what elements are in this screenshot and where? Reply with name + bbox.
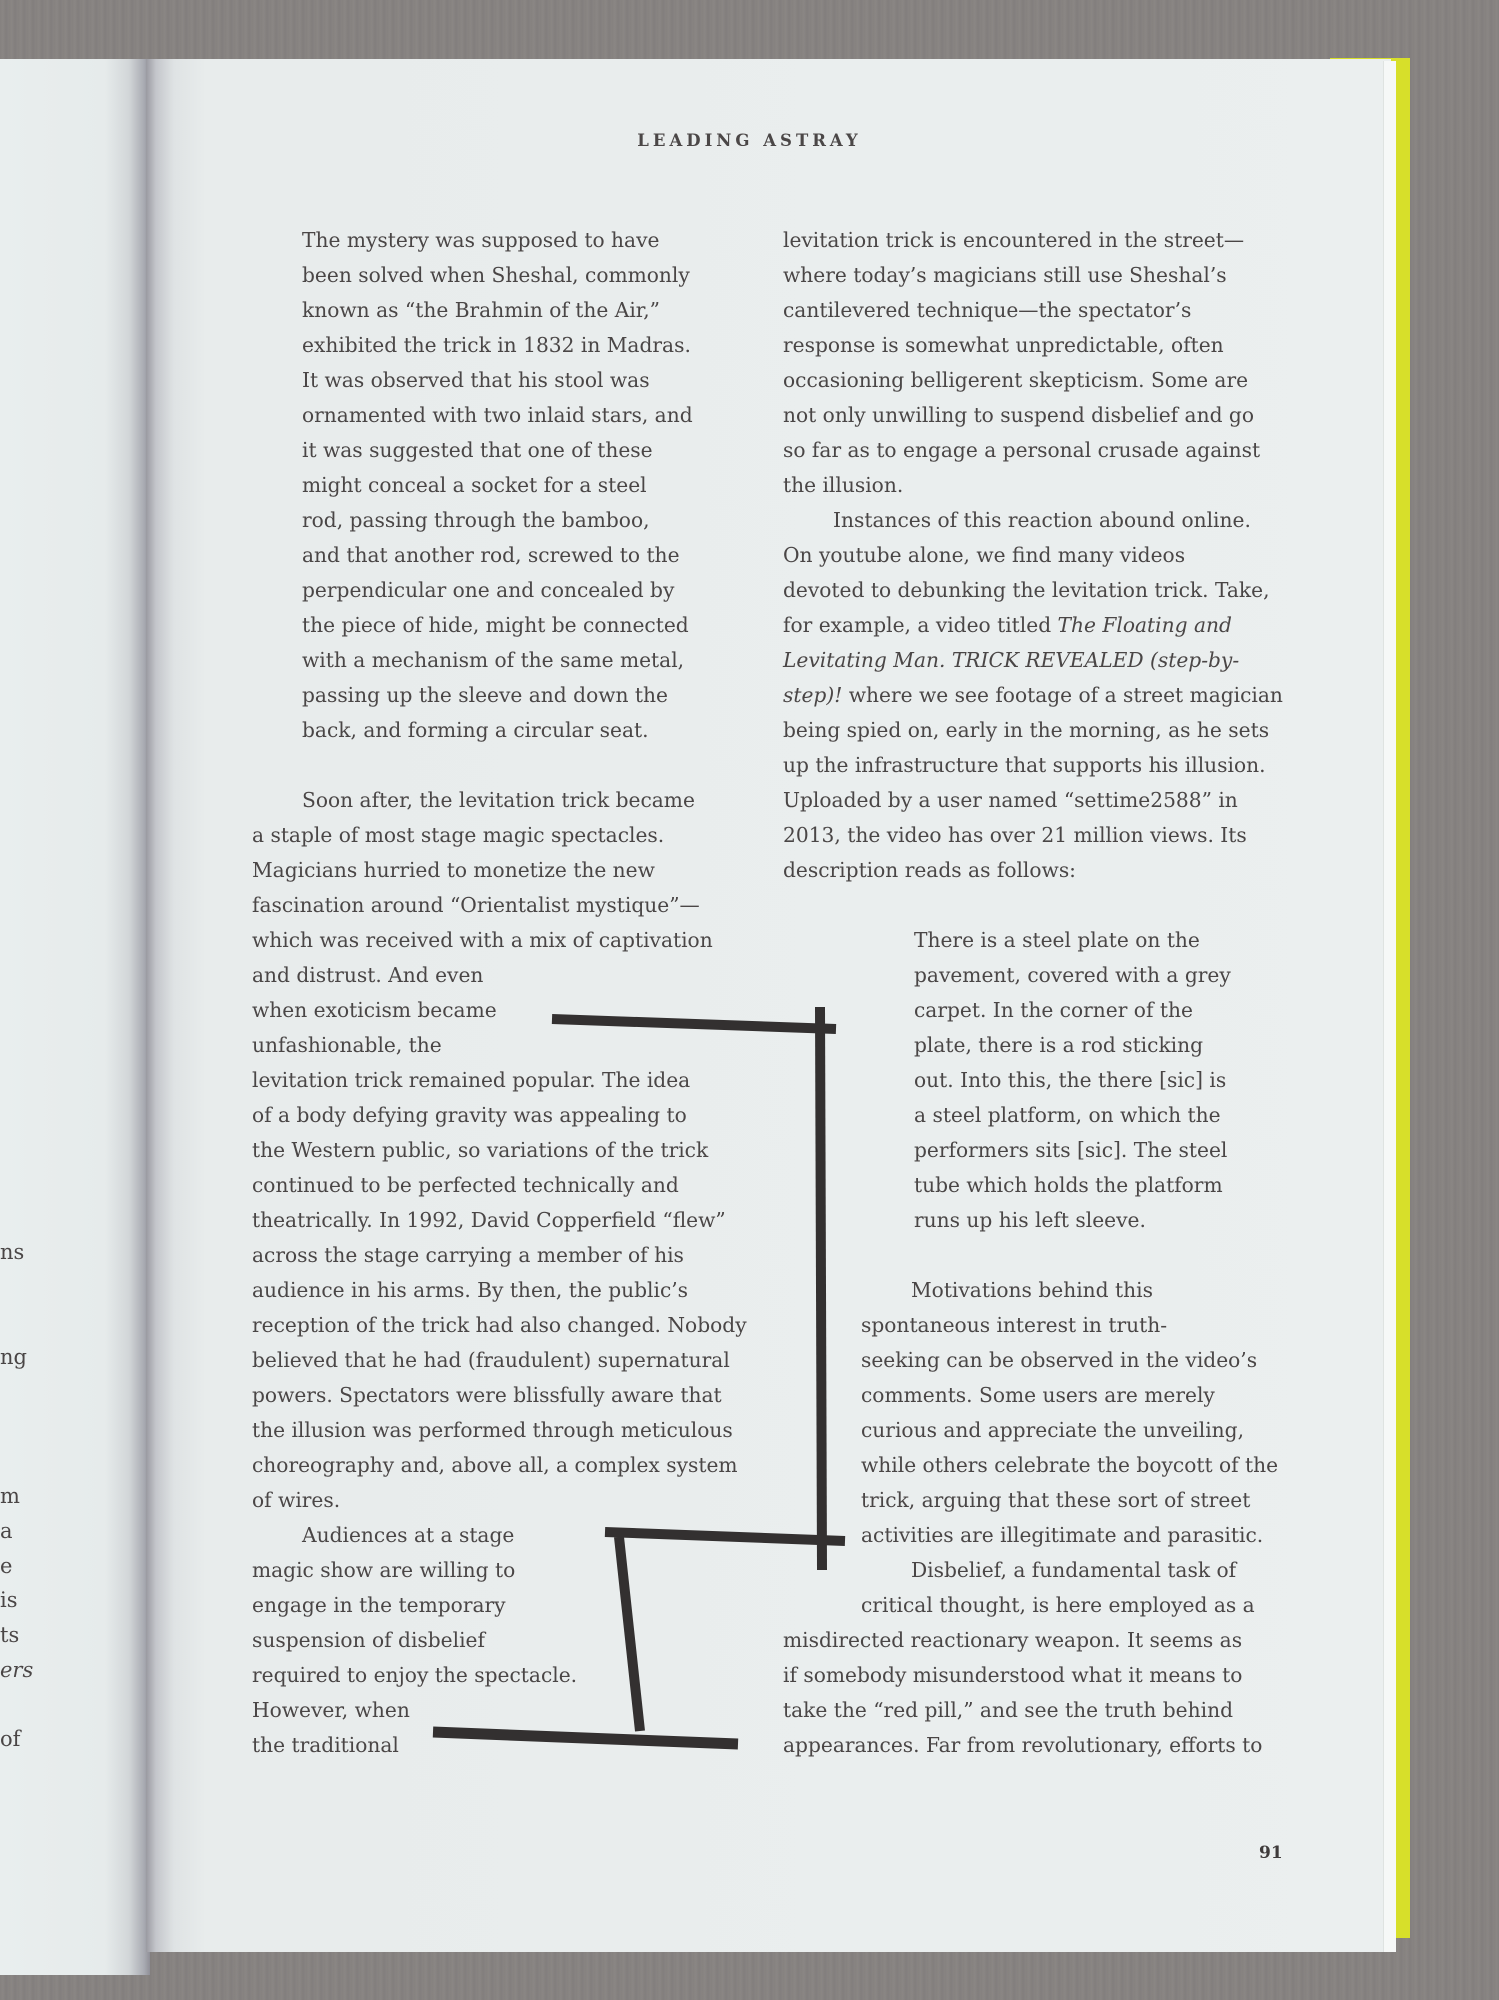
text-line: a staple of most stage magic spectacles. xyxy=(252,823,665,847)
text-line: audience in his arms. By then, the public’s xyxy=(252,1278,689,1302)
left-page-fragment: ns xyxy=(0,1240,25,1264)
bar-segment xyxy=(433,1732,738,1744)
text-line: take the “red pill,” and see the truth behind xyxy=(783,1698,1233,1722)
text-line: across the stage carrying a member of his xyxy=(252,1243,684,1267)
text-line: unfashionable, the xyxy=(252,1033,442,1057)
text-line: of a body defying gravity was appealing to xyxy=(252,1103,687,1127)
bar-segment xyxy=(619,1537,640,1731)
bar-segment xyxy=(605,1532,845,1541)
text-line: rod, passing through the bamboo, xyxy=(302,508,650,532)
text-line: of wires. xyxy=(252,1488,341,1512)
text-line: Disbelief, a fundamental task of xyxy=(911,1558,1237,1582)
quote-line: There is a steel plate on the xyxy=(914,928,1200,952)
text-line: curious and appreciate the unveiling, xyxy=(861,1418,1245,1442)
text-line: ornamented with two inlaid stars, and xyxy=(302,403,693,427)
text-line: it was suggested that one of these xyxy=(302,438,653,462)
text-line: Audiences at a stage xyxy=(302,1523,515,1547)
text-line: Magicians hurried to monetize the new xyxy=(252,858,655,882)
text-line: levitation trick remained popular. The idea xyxy=(252,1068,691,1092)
text-line: if somebody misunderstood what it means to xyxy=(783,1663,1243,1687)
text-line: the Western public, so variations of the trick xyxy=(252,1138,709,1162)
text-line: exhibited the trick in 1832 in Madras. xyxy=(302,333,691,357)
text-line: up the infrastructure that supports his illusion. xyxy=(783,753,1266,777)
text-line: not only unwilling to suspend disbelief and go xyxy=(783,403,1254,427)
text-span: for example, a video titled xyxy=(783,613,1058,637)
text-line: Soon after, the levitation trick became xyxy=(302,788,695,812)
left-page-fragment: e xyxy=(0,1554,13,1578)
text-line: so far as to engage a personal crusade against xyxy=(783,438,1261,462)
text-line: Uploaded by a user named “settime2588” in xyxy=(783,788,1238,812)
text-line: magic show are willing to xyxy=(252,1558,516,1582)
text-line: critical thought, is here employed as a xyxy=(861,1593,1255,1617)
text-line: trick, arguing that these sort of street xyxy=(861,1488,1251,1512)
running-head: LEADING ASTRAY xyxy=(637,131,862,150)
text-line: devoted to debunking the levitation trick. Take, xyxy=(783,578,1270,602)
text-line: been solved when Sheshal, commonly xyxy=(302,263,690,287)
text-line: spontaneous interest in truth- xyxy=(861,1313,1168,1337)
quote-line: a steel platform, on which the xyxy=(914,1103,1221,1127)
text-line: reception of the trick had also changed. Nobody xyxy=(252,1313,747,1337)
text-line: It was observed that his stool was xyxy=(302,368,650,392)
text-line: perpendicular one and concealed by xyxy=(302,578,675,602)
left-page-fragment: ers xyxy=(0,1658,34,1682)
text-line: comments. Some users are merely xyxy=(861,1383,1215,1407)
text-line: required to enjoy the spectacle. xyxy=(252,1663,578,1687)
text-line: 2013, the video has over 21 million views. Its xyxy=(783,823,1247,847)
text-line: known as “the Brahmin of the Air,” xyxy=(302,298,660,322)
text-line: passing up the sleeve and down the xyxy=(302,683,668,707)
text-line: misdirected reactionary weapon. It seems as xyxy=(783,1628,1243,1652)
text-line: appearances. Far from revolutionary, efforts to xyxy=(783,1733,1263,1757)
text-line: seeking can be observed in the video’s xyxy=(861,1348,1258,1372)
quote-line: tube which holds the platform xyxy=(914,1173,1223,1197)
left-page-fragment: m xyxy=(0,1484,20,1508)
text-line: believed that he had (fraudulent) supernatural xyxy=(252,1348,730,1372)
left-page-fragment: is xyxy=(0,1588,18,1612)
text-line: where today’s magicians still use Sheshal’s xyxy=(783,263,1227,287)
left-page-fragment: a xyxy=(0,1519,13,1543)
text-span: where we see footage of a street magician xyxy=(842,683,1283,707)
text-line: and that another rod, screwed to the xyxy=(302,543,680,567)
video-title: The Floating and xyxy=(1057,613,1232,637)
quote-line: plate, there is a rod sticking xyxy=(914,1033,1204,1057)
text-line: engage in the temporary xyxy=(252,1593,506,1617)
text-line: the illusion. xyxy=(783,473,904,497)
bar-segment xyxy=(552,1019,836,1029)
text-line: Instances of this reaction abound online. xyxy=(833,508,1251,532)
text-line: choreography and, above all, a complex system xyxy=(252,1453,738,1477)
left-page-fragment: of xyxy=(0,1727,21,1751)
text-line: suspension of disbelief xyxy=(252,1628,485,1652)
quote-line: runs up his left sleeve. xyxy=(914,1208,1146,1232)
text-line: and distrust. And even xyxy=(252,963,484,987)
text-line: the traditional xyxy=(252,1733,399,1757)
left-page-fragment: ts xyxy=(0,1623,20,1647)
quote-line: performers sits [sic]. The steel xyxy=(914,1138,1228,1162)
bar-segment xyxy=(820,1007,822,1570)
text-line: Motivations behind this xyxy=(911,1278,1153,1302)
text-line: continued to be perfected technically and xyxy=(252,1173,679,1197)
text-line: description reads as follows: xyxy=(783,858,1076,882)
video-title: step)! xyxy=(783,683,843,707)
left-page-fragment: ng xyxy=(0,1345,27,1369)
text-line: powers. Spectators were blissfully aware that xyxy=(252,1383,722,1407)
text-line: back, and forming a circular seat. xyxy=(302,718,649,742)
quote-line: out. Into this, the there [sic] is xyxy=(914,1068,1227,1092)
text-line: levitation trick is encountered in the street— xyxy=(783,228,1245,252)
text-line: The mystery was supposed to have xyxy=(302,228,660,252)
text-line: with a mechanism of the same metal, xyxy=(302,648,685,672)
quote-line: pavement, covered with a grey xyxy=(914,963,1231,987)
text-line: fascination around “Orientalist mystique”— xyxy=(252,893,700,917)
text-line: response is somewhat unpredictable, often xyxy=(783,333,1224,357)
text-line: while others celebrate the boycott of the xyxy=(861,1453,1279,1477)
text-line: the piece of hide, might be connected xyxy=(302,613,689,637)
text-line: activities are illegitimate and parasitic. xyxy=(861,1523,1264,1547)
video-title: Levitating Man. TRICK REVEALED (step-by- xyxy=(783,648,1240,672)
text-line: being spied on, early in the morning, as he sets xyxy=(783,718,1270,742)
text-line: On youtube alone, we find many videos xyxy=(783,543,1186,567)
text-line: the illusion was performed through meticulous xyxy=(252,1418,733,1442)
quote-line: carpet. In the corner of the xyxy=(914,998,1193,1022)
text-line: might conceal a socket for a steel xyxy=(302,473,647,497)
page-number: 91 xyxy=(1259,1843,1283,1863)
text-line: occasioning belligerent skepticism. Some are xyxy=(783,368,1249,392)
text-line: when exoticism became xyxy=(252,998,497,1022)
text-line: theatrically. In 1992, David Copperfield “flew” xyxy=(252,1208,726,1232)
text-line: which was received with a mix of captivation xyxy=(252,928,713,952)
text-line: cantilevered technique—the spectator’s xyxy=(783,298,1192,322)
text-line: However, when xyxy=(252,1698,410,1722)
